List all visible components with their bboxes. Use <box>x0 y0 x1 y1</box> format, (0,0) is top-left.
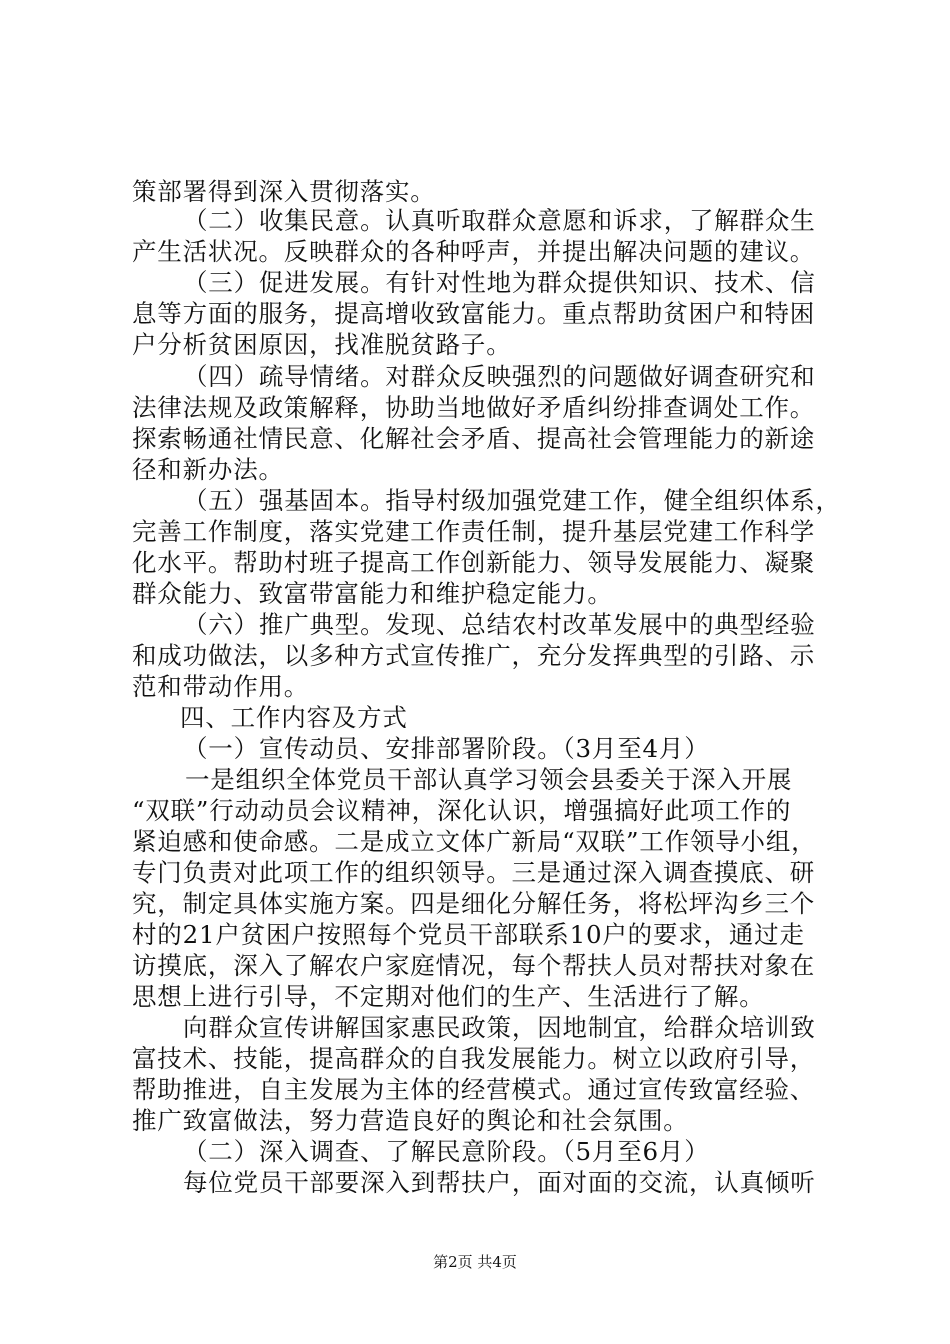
text-line: 村的21户贫困户按照每个党员干部联系10户的要求，通过走 <box>132 920 805 949</box>
text-line: 径和新办法。 <box>132 455 284 484</box>
text-line: 完善工作制度，落实党建工作责任制，提升基层党建工作科学 <box>132 517 816 546</box>
text-line: 和成功做法，以多种方式宣传推广，充分发挥典型的引路、示 <box>132 641 816 670</box>
text-line: 法律法规及政策解释，协助当地做好矛盾纠纷排查调处工作。 <box>132 393 816 422</box>
text-line: 推广致富做法，努力营造良好的舆论和社会氛围。 <box>132 1106 689 1135</box>
text-line: （二）收集民意。认真听取群众意愿和诉求，了解群众生 <box>183 206 816 235</box>
text-line: 策部署得到深入贯彻落实。 <box>132 177 436 206</box>
text-line: 一是组织全体党员干部认真学习领会县委关于深入开展 <box>185 765 793 794</box>
text-line: 富技术、技能，提高群众的自我发展能力。树立以政府引导， <box>132 1044 816 1073</box>
text-line: “双联”行动动员会议精神，深化认识，增强搞好此项工作的 <box>132 796 792 825</box>
section-heading: 四、工作内容及方式 <box>180 703 408 732</box>
text-line: 群众能力、致富带富能力和维护稳定能力。 <box>132 579 613 608</box>
text-line: 范和带动作用。 <box>132 672 310 701</box>
text-line: （五）强基固本。指导村级加强党建工作，健全组织体系， <box>183 486 841 515</box>
subsection-heading: （二）深入调查、了解民意阶段。（5月至6月） <box>183 1137 710 1166</box>
page-number-footer: 第2页 共4页 <box>433 1253 517 1271</box>
text-line: 紧迫感和使命感。二是成立文体广新局“双联”工作领导小组， <box>132 827 817 856</box>
text-line: （六）推广典型。发现、总结农村改革发展中的典型经验 <box>183 610 816 639</box>
text-line: 息等方面的服务，提高增收致富能力。重点帮助贫困户和特困 <box>132 299 816 328</box>
text-line: （三）促进发展。有针对性地为群众提供知识、技术、信 <box>183 268 816 297</box>
text-line: 究，制定具体实施方案。四是细化分解任务，将松坪沟乡三个 <box>132 889 816 918</box>
text-line: 向群众宣传讲解国家惠民政策，因地制宜，给群众培训致 <box>183 1013 816 1042</box>
text-line: 访摸底，深入了解农户家庭情况，每个帮扶人员对帮扶对象在 <box>132 951 816 980</box>
text-line: 思想上进行引导，不定期对他们的生产、生活进行了解。 <box>132 982 765 1011</box>
text-line: 化水平。帮助村班子提高工作创新能力、领导发展能力、凝聚 <box>132 548 816 577</box>
text-line: 产生活状况。反映群众的各种呼声，并提出解决问题的建议。 <box>132 237 816 266</box>
text-line: （四）疏导情绪。对群众反映强烈的问题做好调查研究和 <box>183 362 816 391</box>
text-line: 每位党员干部要深入到帮扶户，面对面的交流，认真倾听 <box>183 1168 816 1197</box>
text-line: 探索畅通社情民意、化解社会矛盾、提高社会管理能力的新途 <box>132 424 816 453</box>
text-line: 户分析贫困原因，找准脱贫路子。 <box>132 330 512 359</box>
subsection-heading: （一）宣传动员、安排部署阶段。（3月至4月） <box>183 734 710 763</box>
text-line: 专门负责对此项工作的组织领导。三是通过深入调查摸底、研 <box>132 858 816 887</box>
text-line: 帮助推进，自主发展为主体的经营模式。通过宣传致富经验、 <box>132 1075 816 1104</box>
